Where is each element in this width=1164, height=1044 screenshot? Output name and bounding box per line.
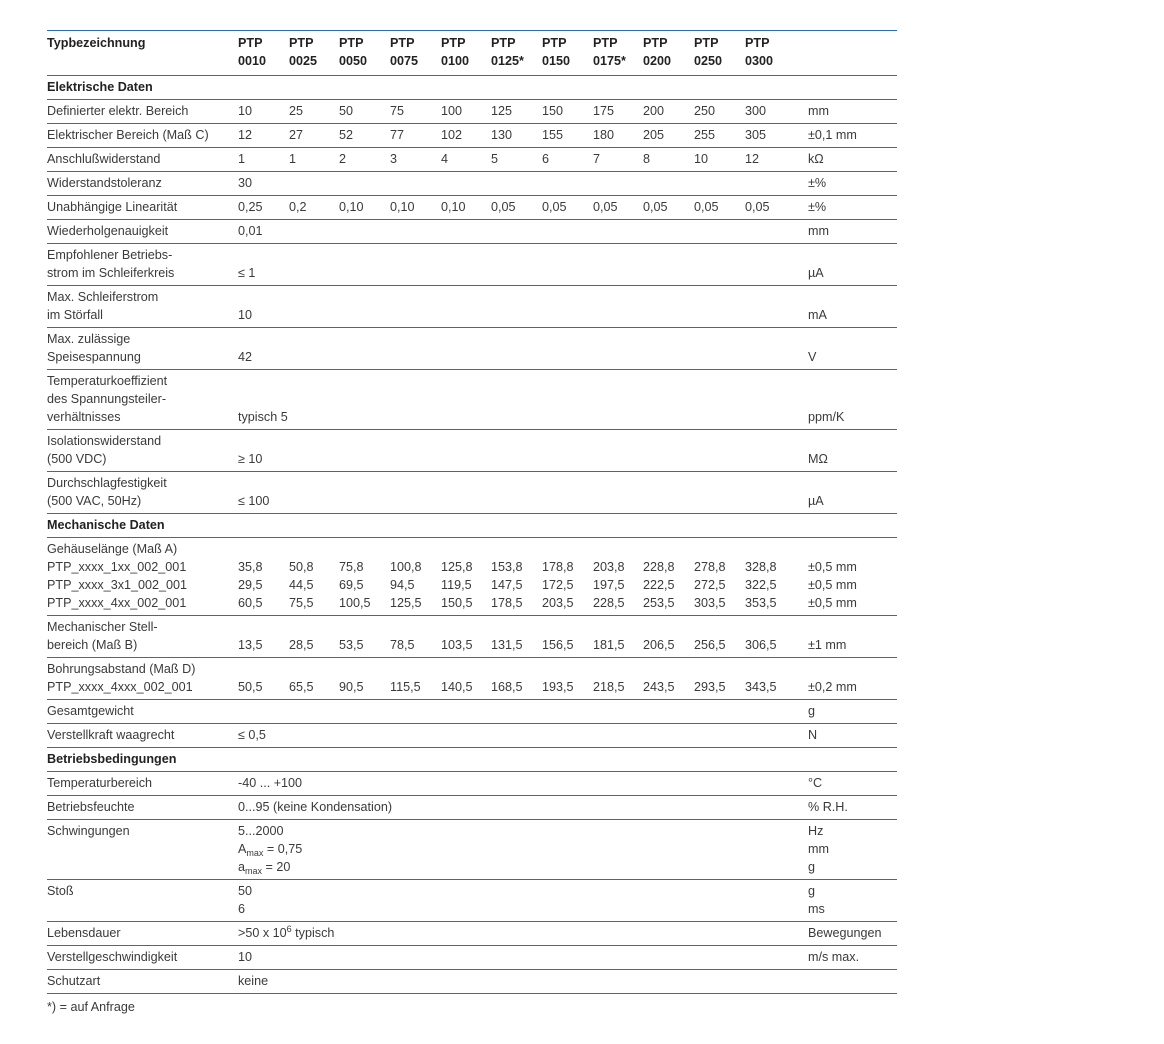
data-cell: 100,8 [390, 560, 422, 574]
data-cell: 94,5 [390, 578, 415, 592]
row-divider [47, 99, 897, 100]
data-cell: 5 [491, 152, 499, 166]
unit-cell: Bewegungen [808, 926, 882, 940]
data-cell: 178,8 [542, 560, 574, 574]
row-label: Bohrungsabstand (Maß D) [47, 662, 196, 676]
row-label: verhältnisses [47, 410, 121, 424]
data-cell: 27 [289, 128, 304, 142]
value-cell: 0...95 (keine Kondensation) [238, 800, 393, 814]
row-label: Betriebsfeuchte [47, 800, 135, 814]
row-label: PTP_xxxx_3x1_002_001 [47, 578, 188, 592]
data-cell: 6 [542, 152, 550, 166]
value-cell: 30 [238, 176, 253, 190]
data-cell: 125 [491, 104, 513, 118]
row-label: Unabhängige Linearität [47, 200, 178, 214]
unit-cell: ±% [808, 176, 827, 190]
data-cell: 218,5 [593, 680, 625, 694]
data-cell: 203,5 [542, 596, 574, 610]
row-label: strom im Schleiferkreis [47, 266, 175, 280]
data-cell: 228,5 [593, 596, 625, 610]
value-cell: $a_{max} = 20$ [238, 860, 291, 876]
data-cell: 50,5 [238, 680, 263, 694]
section-title: Mechanische Daten [47, 518, 165, 532]
row-divider [47, 429, 897, 430]
unit-cell: MΩ [808, 452, 828, 466]
unit-cell: ±1 mm [808, 638, 847, 652]
unit-cell: % R.H. [808, 800, 848, 814]
data-cell: 155 [542, 128, 564, 142]
data-cell: 206,5 [643, 638, 675, 652]
model-code: 0125* [491, 54, 524, 68]
data-cell: 197,5 [593, 578, 625, 592]
row-label: Isolationswiderstand [47, 434, 162, 448]
unit-cell: ppm/K [808, 410, 845, 424]
row-label: Schwingungen [47, 824, 130, 838]
value-cell: typisch 5 [238, 410, 288, 424]
unit-cell: g [808, 860, 816, 874]
data-cell: 147,5 [491, 578, 523, 592]
row-divider [47, 723, 897, 724]
data-cell: 303,5 [694, 596, 726, 610]
value-cell: ≤ 0,5 [238, 728, 266, 742]
data-cell: 7 [593, 152, 601, 166]
row-label: Gehäuselänge (Maß A) [47, 542, 178, 556]
model-code: 0175* [593, 54, 626, 68]
model-name: PTP [289, 36, 314, 50]
row-label: Verstellgeschwindigkeit [47, 950, 178, 964]
unit-cell: ±0,1 mm [808, 128, 857, 142]
unit-cell: mm [808, 104, 829, 118]
model-name: PTP [491, 36, 516, 50]
value-cell: 10 [238, 950, 253, 964]
row-label: Definierter elektr. Bereich [47, 104, 189, 118]
data-cell: 2 [339, 152, 347, 166]
model-code: 0025 [289, 54, 318, 68]
row-divider [47, 219, 897, 220]
data-cell: 0,05 [491, 200, 516, 214]
data-cell: 29,5 [238, 578, 263, 592]
row-label: PTP_xxxx_4xxx_002_001 [47, 680, 193, 694]
value-cell: keine [238, 974, 269, 988]
unit-cell: Hz [808, 824, 824, 838]
model-name: PTP [745, 36, 770, 50]
data-cell: 75 [390, 104, 405, 118]
data-cell: 0,25 [238, 200, 263, 214]
row-divider [47, 795, 897, 796]
row-divider [47, 657, 897, 658]
row-divider [47, 285, 897, 286]
value-cell: -40 ... +100 [238, 776, 303, 790]
model-name: PTP [441, 36, 466, 50]
model-name: PTP [238, 36, 263, 50]
data-cell: 178,5 [491, 596, 523, 610]
row-label: Wiederholgenauigkeit [47, 224, 169, 238]
row-label: (500 VAC, 50Hz) [47, 494, 142, 508]
section-title: Betriebsbedingungen [47, 752, 177, 766]
unit-cell: ±0,5 mm [808, 578, 857, 592]
data-cell: 102 [441, 128, 463, 142]
data-cell: 4 [441, 152, 449, 166]
data-cell: 353,5 [745, 596, 777, 610]
row-label: Max. zulässige [47, 332, 131, 346]
model-name: PTP [694, 36, 719, 50]
row-divider [47, 879, 897, 880]
row-label: (500 VDC) [47, 452, 107, 466]
data-cell: 103,5 [441, 638, 473, 652]
data-cell: 1 [289, 152, 297, 166]
row-divider [47, 171, 897, 172]
data-cell: 181,5 [593, 638, 625, 652]
model-name: PTP [643, 36, 668, 50]
data-cell: 150,5 [441, 596, 473, 610]
model-name: PTP [339, 36, 364, 50]
data-cell: 125,5 [390, 596, 422, 610]
data-cell: 0,10 [441, 200, 466, 214]
data-cell: 0,05 [745, 200, 770, 214]
value-cell: 6 [238, 902, 246, 916]
row-label: Max. Schleiferstrom [47, 290, 159, 304]
data-cell: 50 [339, 104, 354, 118]
data-cell: 130 [491, 128, 513, 142]
data-cell: 222,5 [643, 578, 675, 592]
model-name: PTP [593, 36, 618, 50]
row-divider [47, 921, 897, 922]
row-divider [47, 369, 897, 370]
data-cell: 3 [390, 152, 398, 166]
data-cell: 293,5 [694, 680, 726, 694]
data-cell: 205 [643, 128, 665, 142]
row-label: PTP_xxxx_4xx_002_001 [47, 596, 187, 610]
data-cell: 125,8 [441, 560, 473, 574]
data-cell: 69,5 [339, 578, 364, 592]
data-cell: 0,05 [542, 200, 567, 214]
row-label: Speisespannung [47, 350, 141, 364]
model-code: 0075 [390, 54, 419, 68]
data-cell: 1 [238, 152, 246, 166]
row-label: PTP_xxxx_1xx_002_001 [47, 560, 187, 574]
data-cell: 8 [643, 152, 651, 166]
data-cell: 322,5 [745, 578, 777, 592]
data-cell: 0,05 [694, 200, 719, 214]
value-cell: 10 [238, 308, 253, 322]
data-cell: 306,5 [745, 638, 777, 652]
value-cell: ≤ 100 [238, 494, 270, 508]
data-cell: 13,5 [238, 638, 263, 652]
data-cell: 77 [390, 128, 405, 142]
unit-cell: g [808, 704, 816, 718]
row-label: Temperaturkoeffizient [47, 374, 168, 388]
data-cell: 156,5 [542, 638, 574, 652]
data-cell: 90,5 [339, 680, 364, 694]
data-cell: 255 [694, 128, 716, 142]
data-cell: 0,10 [339, 200, 364, 214]
data-cell: 12 [745, 152, 760, 166]
row-label: Durchschlagfestigkeit [47, 476, 167, 490]
value-cell: >50 x $10^6$ typisch [238, 924, 335, 940]
data-cell: 12 [238, 128, 253, 142]
data-cell: 180 [593, 128, 615, 142]
data-cell: 253,5 [643, 596, 675, 610]
data-cell: 25 [289, 104, 304, 118]
row-label: Elektrischer Bereich (Maß C) [47, 128, 209, 142]
data-cell: 140,5 [441, 680, 473, 694]
data-cell: 53,5 [339, 638, 364, 652]
data-cell: 60,5 [238, 596, 263, 610]
data-cell: 44,5 [289, 578, 314, 592]
data-cell: 250 [694, 104, 716, 118]
unit-cell: V [808, 350, 817, 364]
data-cell: 100,5 [339, 596, 371, 610]
data-cell: 75,5 [289, 596, 314, 610]
value-cell: $A_{max} = 0,75$ [238, 842, 303, 858]
unit-cell: ±0,5 mm [808, 596, 857, 610]
data-cell: 343,5 [745, 680, 777, 694]
row-divider [47, 123, 897, 124]
data-cell: 200 [643, 104, 665, 118]
data-cell: 10 [238, 104, 253, 118]
data-cell: 35,8 [238, 560, 263, 574]
unit-cell: m/s max. [808, 950, 860, 964]
row-divider [47, 969, 897, 970]
row-label: Stoß [47, 884, 74, 898]
value-cell: ≥ 10 [238, 452, 263, 466]
section-divider [47, 513, 897, 514]
row-divider [47, 537, 897, 538]
data-cell: 100 [441, 104, 463, 118]
model-code: 0100 [441, 54, 470, 68]
data-cell: 28,5 [289, 638, 314, 652]
model-code: 0250 [694, 54, 723, 68]
data-cell: 50,8 [289, 560, 314, 574]
footnote: *) = auf Anfrage [47, 1000, 135, 1014]
model-name: PTP [542, 36, 567, 50]
data-cell: 153,8 [491, 560, 523, 574]
unit-cell: ms [808, 902, 825, 916]
section-divider [47, 747, 897, 748]
unit-cell: mm [808, 224, 829, 238]
section-divider [47, 75, 897, 76]
row-divider [47, 471, 897, 472]
unit-cell: ±0,2 mm [808, 680, 857, 694]
data-cell: 203,8 [593, 560, 625, 574]
data-cell: 0,2 [289, 200, 307, 214]
data-cell: 168,5 [491, 680, 523, 694]
model-code: 0300 [745, 54, 774, 68]
model-code: 0200 [643, 54, 672, 68]
row-divider [47, 615, 897, 616]
row-label: im Störfall [47, 308, 103, 322]
row-divider [47, 195, 897, 196]
data-cell: 75,8 [339, 560, 364, 574]
row-label: bereich (Maß B) [47, 638, 138, 652]
row-divider [47, 819, 897, 820]
row-divider [47, 327, 897, 328]
data-cell: 150 [542, 104, 564, 118]
data-cell: 65,5 [289, 680, 314, 694]
value-cell: 0,01 [238, 224, 263, 238]
value-cell: 50 [238, 884, 253, 898]
data-cell: 256,5 [694, 638, 726, 652]
data-cell: 193,5 [542, 680, 574, 694]
row-label: Mechanischer Stell- [47, 620, 158, 634]
row-divider [47, 243, 897, 244]
data-cell: 228,8 [643, 560, 675, 574]
data-cell: 0,05 [593, 200, 618, 214]
row-label: Anschlußwiderstand [47, 152, 161, 166]
row-label: Schutzart [47, 974, 101, 988]
model-name: PTP [390, 36, 415, 50]
data-cell: 52 [339, 128, 354, 142]
row-divider [47, 699, 897, 700]
data-cell: 175 [593, 104, 615, 118]
unit-cell: ±0,5 mm [808, 560, 857, 574]
unit-cell: µA [808, 266, 824, 280]
row-label: des Spannungsteiler- [47, 392, 167, 406]
data-cell: 0,05 [643, 200, 668, 214]
data-cell: 243,5 [643, 680, 675, 694]
unit-cell: g [808, 884, 816, 898]
model-code: 0010 [238, 54, 267, 68]
data-cell: 172,5 [542, 578, 574, 592]
data-cell: 305 [745, 128, 767, 142]
row-label: Verstellkraft waagrecht [47, 728, 175, 742]
unit-cell: °C [808, 776, 823, 790]
data-cell: 300 [745, 104, 767, 118]
unit-cell: kΩ [808, 152, 824, 166]
row-label: Widerstandstoleranz [47, 176, 162, 190]
table-bottom-rule [47, 993, 897, 994]
row-label: Empfohlener Betriebs- [47, 248, 173, 262]
unit-cell: mm [808, 842, 829, 856]
data-cell: 115,5 [390, 680, 421, 694]
unit-cell: µA [808, 494, 824, 508]
row-label: Gesamtgewicht [47, 704, 134, 718]
header-label: Typbezeichnung [47, 36, 146, 50]
data-cell: 78,5 [390, 638, 415, 652]
unit-cell: N [808, 728, 818, 742]
row-divider [47, 147, 897, 148]
data-cell: 0,10 [390, 200, 415, 214]
row-label: Lebensdauer [47, 926, 121, 940]
unit-cell: mA [808, 308, 827, 322]
section-title: Elektrische Daten [47, 80, 153, 94]
data-cell: 10 [694, 152, 709, 166]
row-divider [47, 945, 897, 946]
model-code: 0050 [339, 54, 368, 68]
data-cell: 328,8 [745, 560, 777, 574]
row-label: Temperaturbereich [47, 776, 152, 790]
unit-cell: ±% [808, 200, 827, 214]
value-cell: 5...2000 [238, 824, 284, 838]
data-cell: 119,5 [441, 578, 472, 592]
data-cell: 131,5 [491, 638, 523, 652]
model-code: 0150 [542, 54, 571, 68]
row-divider [47, 771, 897, 772]
value-cell: ≤ 1 [238, 266, 256, 280]
table-top-rule [47, 30, 897, 31]
value-cell: 42 [238, 350, 253, 364]
data-cell: 278,8 [694, 560, 726, 574]
data-cell: 272,5 [694, 578, 726, 592]
